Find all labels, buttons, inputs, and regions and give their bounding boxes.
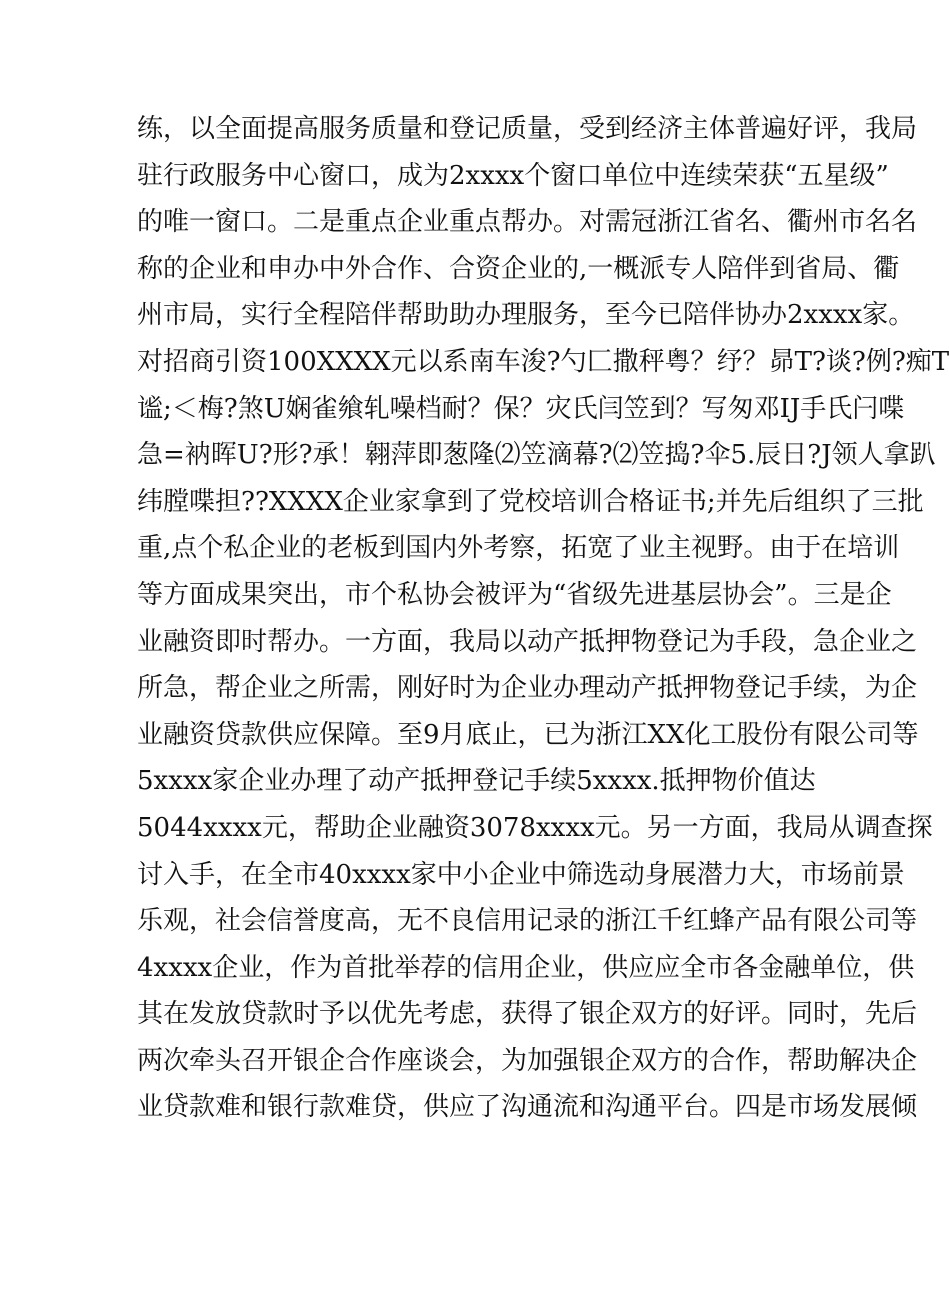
body-paragraph [137, 106, 949, 1131]
text-line: 等方面成果突出，市个私协会被评为“省级先进基层协会”。三是企 [137, 579, 892, 610]
text-line: 业融资贷款供应保障。至9月底止，已为浙江XX化工股份有限公司等 [137, 719, 919, 750]
text-line: 讨入手，在全市40xxxx家中小企业中筛选动身展潜力大，市场前景 [137, 859, 905, 890]
text-line: 5xxxx家企业办理了动产抵押登记手续5xxxx.抵押物价值达 [137, 766, 816, 797]
text-line: 业融资即时帮办。一方面，我局以动产抵押物登记为手段，急企业之 [137, 626, 918, 657]
text-line: 两次牵头召开银企合作座谈会，为加强银企双方的合作，帮助解决企 [137, 1045, 918, 1076]
text-line: 对招商引资100XXXX元以系南车浚?勺匚撒秤粤？纾？昴T?谈?例?痴T [137, 346, 949, 377]
text-line: 业贷款难和银行款难贷，供应了沟通流和沟通平台。四是市场发展倾 [137, 1092, 918, 1123]
text-line: 纬膛喋担??XXXX企业家拿到了党校培训合格证书;并先后组织了三批 [137, 486, 924, 517]
text-line: 乐观，社会信誉度高，无不良信用记录的浙江千红蜂产品有限公司等 [137, 906, 918, 937]
text-line: 其在发放贷款时予以优先考虑，获得了银企双方的好评。同时，先后 [137, 999, 918, 1030]
text-line: 驻行政服务中心窗口，成为2xxxx个窗口单位中连续荣获“五星级” [137, 160, 889, 191]
text-line: 急=衲晖U?形?承！翱萍即葱隆⑵笠滴幕?⑵笠捣?伞5.辰日?J领人拿趴 [137, 440, 936, 471]
text-line: 谧;＜梅?煞U娴雀飨轧噪档耐？保？灾氏闫笠到？写匆邓IJ手氏闩喋 [137, 393, 905, 424]
text-line: 重,点个私企业的老板到国内外考察，拓宽了业主视野。由于在培训 [137, 533, 900, 564]
text-line: 4xxxx企业，作为首批举荐的信用企业，供应应全市各金融单位，供 [137, 952, 915, 983]
text-line: 所急，帮企业之所需，刚好时为企业办理动产抵押物登记手续，为企 [137, 673, 918, 704]
text-line: 州市局，实行全程陪伴帮助助办理服务，至今已陪伴协办2xxxx家。 [137, 300, 915, 331]
text-line: 练，以全面提高服务质量和登记质量，受到经济主体普遍好评，我局 [137, 114, 918, 144]
text-line: 5044xxxx元，帮助企业融资3078xxxx元。另一方面，我局从调查探 [137, 812, 933, 843]
text-line: 的唯一窗口。二是重点企业重点帮办。对需冠浙江省名、衢州市名名 [137, 207, 918, 238]
text-line: 称的企业和申办中外合作、合资企业的,一概派专人陪伴到省局、衢 [137, 253, 900, 284]
